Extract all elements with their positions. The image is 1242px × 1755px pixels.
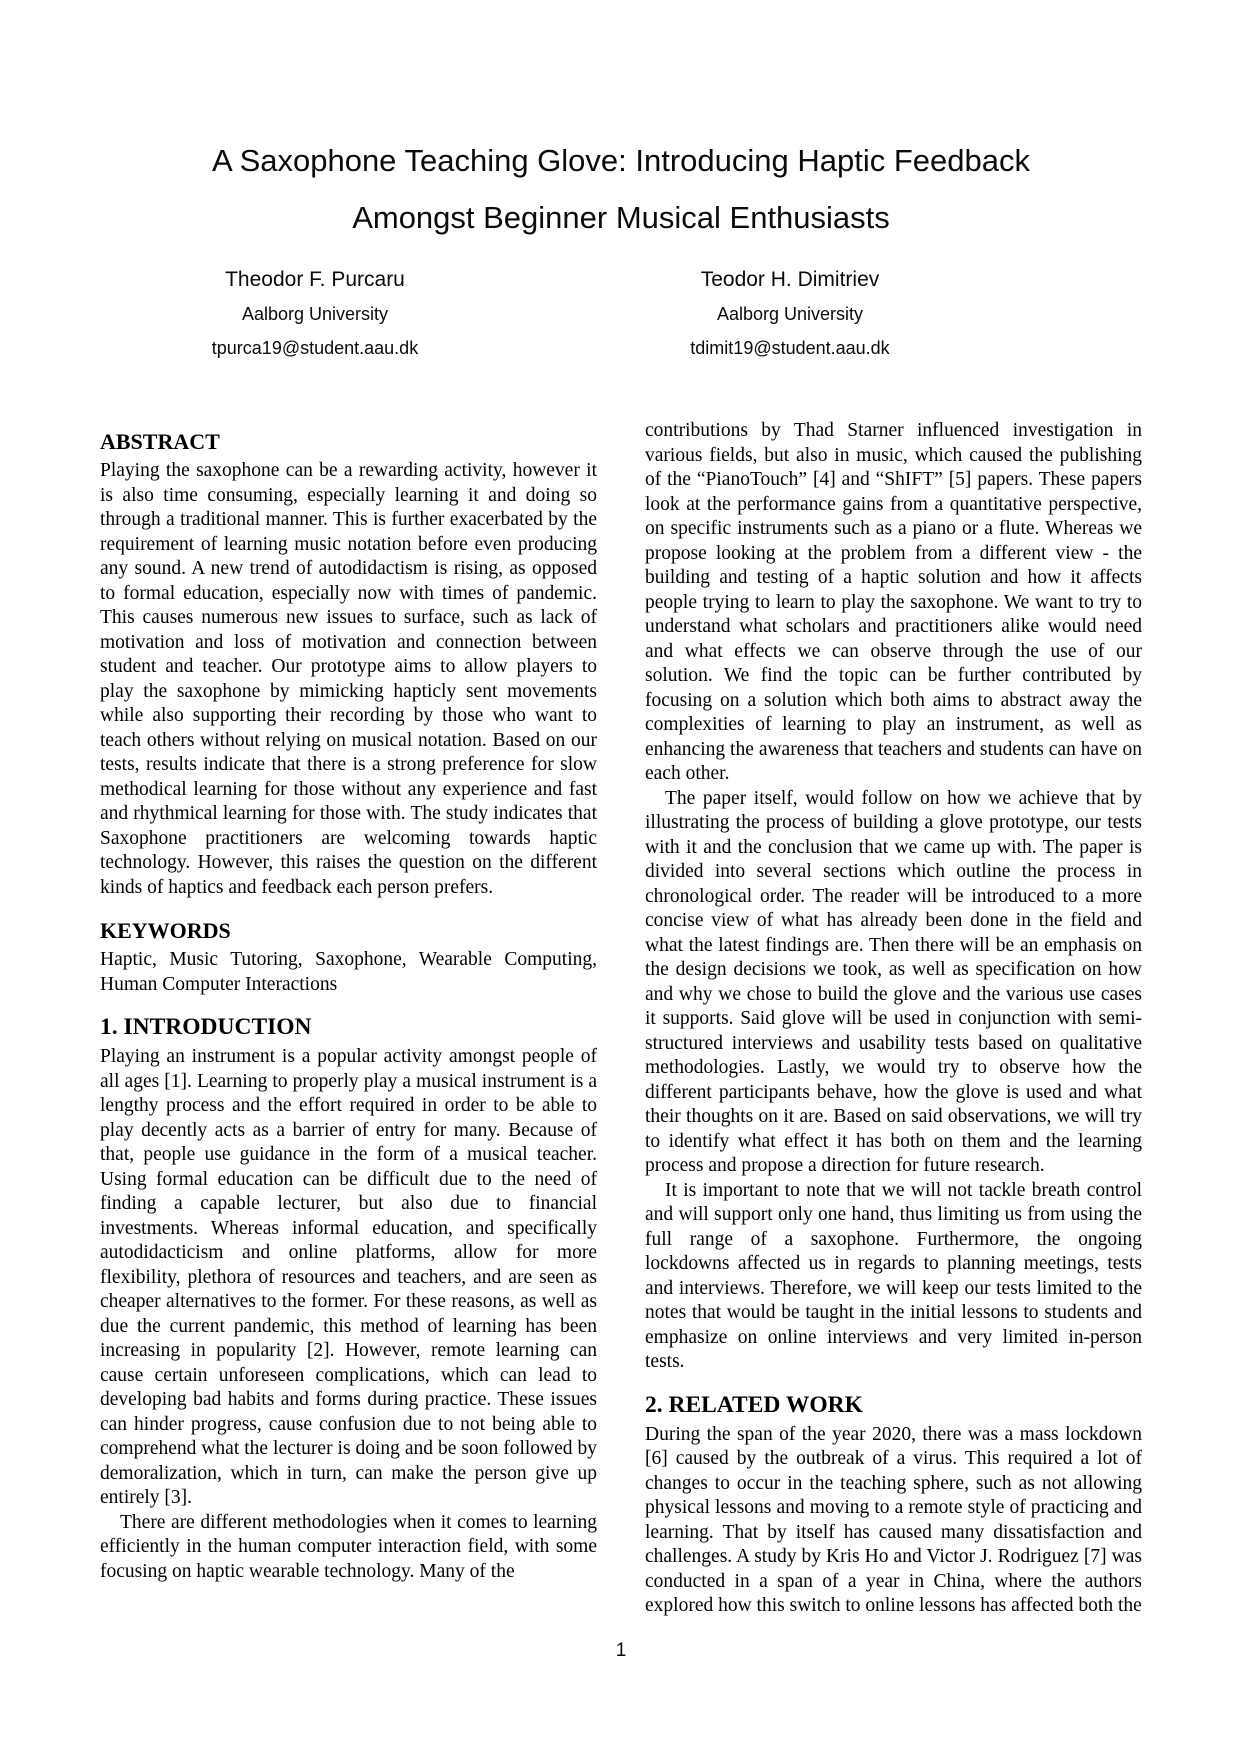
keywords-text: Haptic, Music Tutoring, Saxophone, Wearable Computing, Human Computer Interactions xyxy=(100,949,597,995)
author-block-1 xyxy=(100,268,530,359)
author-block-2 xyxy=(575,268,1005,359)
related-work-paragraph: During the span of the year 2020, there was a mass lockdown [6] caused by the outbreak of a virus. This required a lot of changes to occur in the teaching sphere, such as not allowing physical lessons and moving to a remote style of practicing and learning. That by itself has caused many dissatisfaction and challenges. A study by Kris Ho and Victor J. Rodriguez [7] was conducted in a span of a year in China, where the authors explored how this switch to online lessons has affected both the xyxy=(645,1423,1142,1616)
introduction-paragraph-1: Playing an instrument is a popular activity amongst people of all ages [1]. Learning to properly play a musical instrument is a lengthy process and the effort required in order to be able to play decently acts as a barrier of entry for many. Because of that, people use guidance in the form of a musical teacher. Using formal education can be difficult due to the need of finding a capable lecturer, but also due to financial investments. Whereas informal education, and specifically autodidacticism and online platforms, allow for more flexibility, plethora of resources and teachers, and are seen as cheaper alternatives to the former. For these reasons, as well as due the current pandemic, this method of learning has been increasing in popularity [2]. However, remote learning can cause certain unforeseen complications, which can lead to developing bad habits and forms during practice. These issues can hinder progress, cause confusion due to not being able to comprehend what the lecturer is doing and be soon followed by demoralization, which in turn, can make the person give up entirely [3]. xyxy=(100,1046,597,1508)
paper-outline-paragraph: The paper itself, would follow on how we achieve that by illustrating the process of building a glove prototype, our tests with it and the conclusion that we came up with. The paper is divided into several sections which outline the process in chronological order. The reader will be introduced to a more concise view of what has already been done in the field and what the latest findings are. Then there will be an emphasis on the design decisions we took, as well as specification on how and why we chose to build the glove and the various use cases it supports. Said glove will be used in conjunction with semi-structured interviews and usability tests based on qualitative methodologies. Lastly, we would try to observe how the different participants behave, how the glove is used and what their thoughts on it are. Based on said observations, we will try to identify what effect it has both on them and the learning process and propose a direction for future research. xyxy=(645,787,1142,1176)
related-work-heading: 2. RELATED WORK xyxy=(645,1391,863,1418)
paper-title xyxy=(0,132,1242,246)
paper-title-line-1: A Saxophone Teaching Glove: Introducing Haptic Feedback xyxy=(211,143,1031,178)
abstract-text: Playing the saxophone can be a rewarding activity, however it is also time consuming, especially learning it and doing so through a traditional manner. This is further exacerbated by the requirement of learning music notation before even producing any sound. A new trend of autodidactism is rising, as opposed to formal education, especially now with times of pandemic. This causes numerous new issues to surface, such as lack of motivation and loss of motivation and connection between student and teacher. Our prototype aims to allow players to play the saxophone by mimicking hapticly sent movements while also supporting their recording by those who want to teach others without relying on musical notation. Based on our tests, results indicate that there is a strong preference for slow methodical learning for those without any experience and fast and rhythmical learning for those with. The study indicates that Saxophone practitioners are welcoming towards haptic technology. However, this raises the question on the different kinds of haptics and feedback each person prefers. xyxy=(100,460,597,898)
introduction-paragraph-2: There are different methodologies when it comes to learning efficiently in the human computer interaction field, with some focusing on haptic wearable technology. Many of the xyxy=(100,1511,597,1582)
keywords-heading: KEYWORDS xyxy=(100,918,231,943)
author-email: tdimit19@student.aau.dk xyxy=(690,338,890,358)
author-name: Theodor F. Purcaru xyxy=(225,268,405,291)
author-name: Teodor H. Dimitriev xyxy=(700,268,880,291)
paper-title-line-2: Amongst Beginner Musical Enthusiasts xyxy=(352,200,890,235)
introduction-paragraph-2-continuation: contributions by Thad Starner influenced investigation in various fields, but also in music, which caused the publishing of the “PianoTouch” [4] and “ShIFT” [5] papers. These papers look at the performance gains from a quantitative perspective, on specific instruments such as a piano or a flute. Whereas we propose looking at the problem from a different view - the building and testing of a haptic solution and how it affects people trying to learn to play the saxophone. We want to try to understand what scholars and practitioners alike would need and what effects we can observe through the use of our solution. We find the topic can be further contributed by focusing on a solution which both aims to abstract away the complexities of learning to play an instrument, as well as enhancing the awareness that teachers and students can have on each other. xyxy=(645,420,1142,784)
abstract-heading: ABSTRACT xyxy=(100,429,220,454)
right-column xyxy=(645,419,1142,1619)
introduction-heading: 1. INTRODUCTION xyxy=(100,1014,312,1040)
left-column xyxy=(100,428,597,1584)
author-affiliation: Aalborg University xyxy=(716,304,864,324)
author-email: tpurca19@student.aau.dk xyxy=(211,338,419,358)
page-number: 1 xyxy=(615,1640,627,1661)
limitations-paragraph: It is important to note that we will not tackle breath control and will support only one hand, thus limiting us from using the full range of a saxophone. Furthermore, the ongoing lockdowns affected us in regards to planning meetings, tests and interviews. Therefore, we will keep our tests limited to the notes that would be taught in the initial lessons to students and emphasize on online interviews and very limited in-person tests. xyxy=(645,1179,1142,1372)
author-affiliation: Aalborg University xyxy=(241,304,389,324)
